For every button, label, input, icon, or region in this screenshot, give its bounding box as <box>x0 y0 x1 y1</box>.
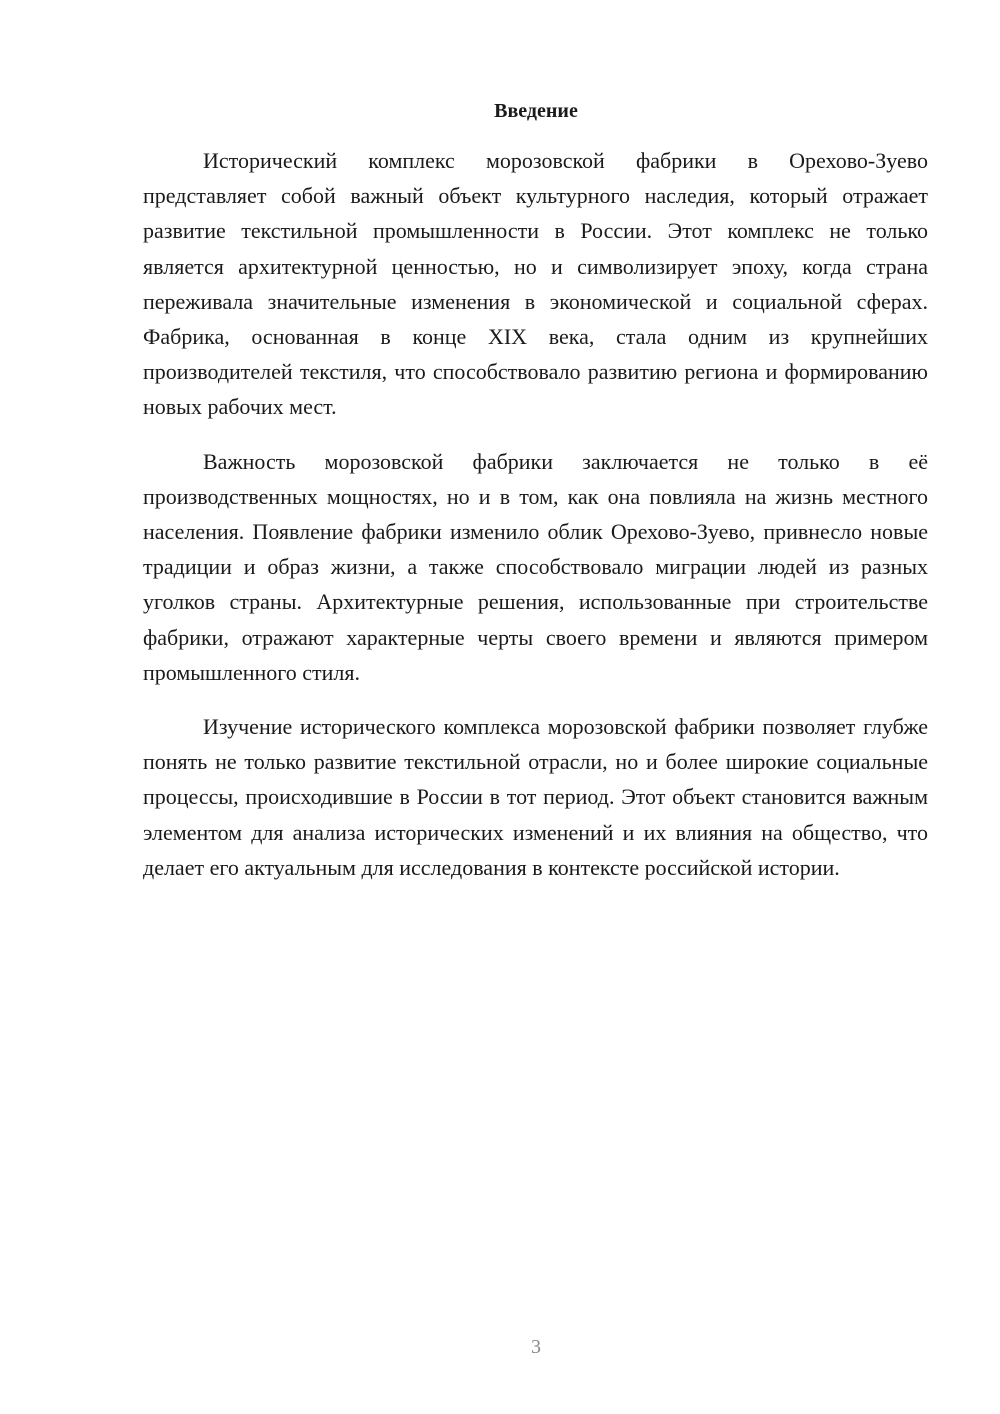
page-number: 3 <box>531 1336 541 1358</box>
page-title: Введение <box>494 100 578 122</box>
paragraph-1: Исторический комплекс морозовской фабрики в Орехово-Зуево представляет собой важный объект культурного наследия, который отражает развитие текстильной промышленности в России. Этот комплекс не только является архитектурной ценностью, но и символизирует эпоху, когда страна переживала значительные изменения в экономической и социальной сферах. Фабрика, основанная в конце XIX века, стала одним из крупнейших производителей текстиля, что способствовало развитию региона и формированию новых рабочих мест. <box>143 148 928 420</box>
paragraph-2: Важность морозовской фабрики заключается не только в её производственных мощностях, но и в том, как она повлияла на жизнь местного населения. Появление фабрики изменило облик Орехово-Зуево, привнесло новые традиции и образ жизни, а также способствовало миграции людей из разных уголков страны. Архитектурные решения, использованные при строительстве фабрики, отражают характерные черты своего времени и являются примером промышленного стиля. <box>143 448 928 685</box>
paragraph-3: Изучение исторического комплекса морозовской фабрики позволяет глубже понять не только развитие текстильной отрасли, но и более широкие социальные процессы, происходившие в России в тот период. Этот объект становится важным элементом для анализа исторических изменений и их влияния на общество, что делает его актуальным для исследования в контексте российской истории. <box>143 714 928 880</box>
body-text <box>143 143 928 885</box>
